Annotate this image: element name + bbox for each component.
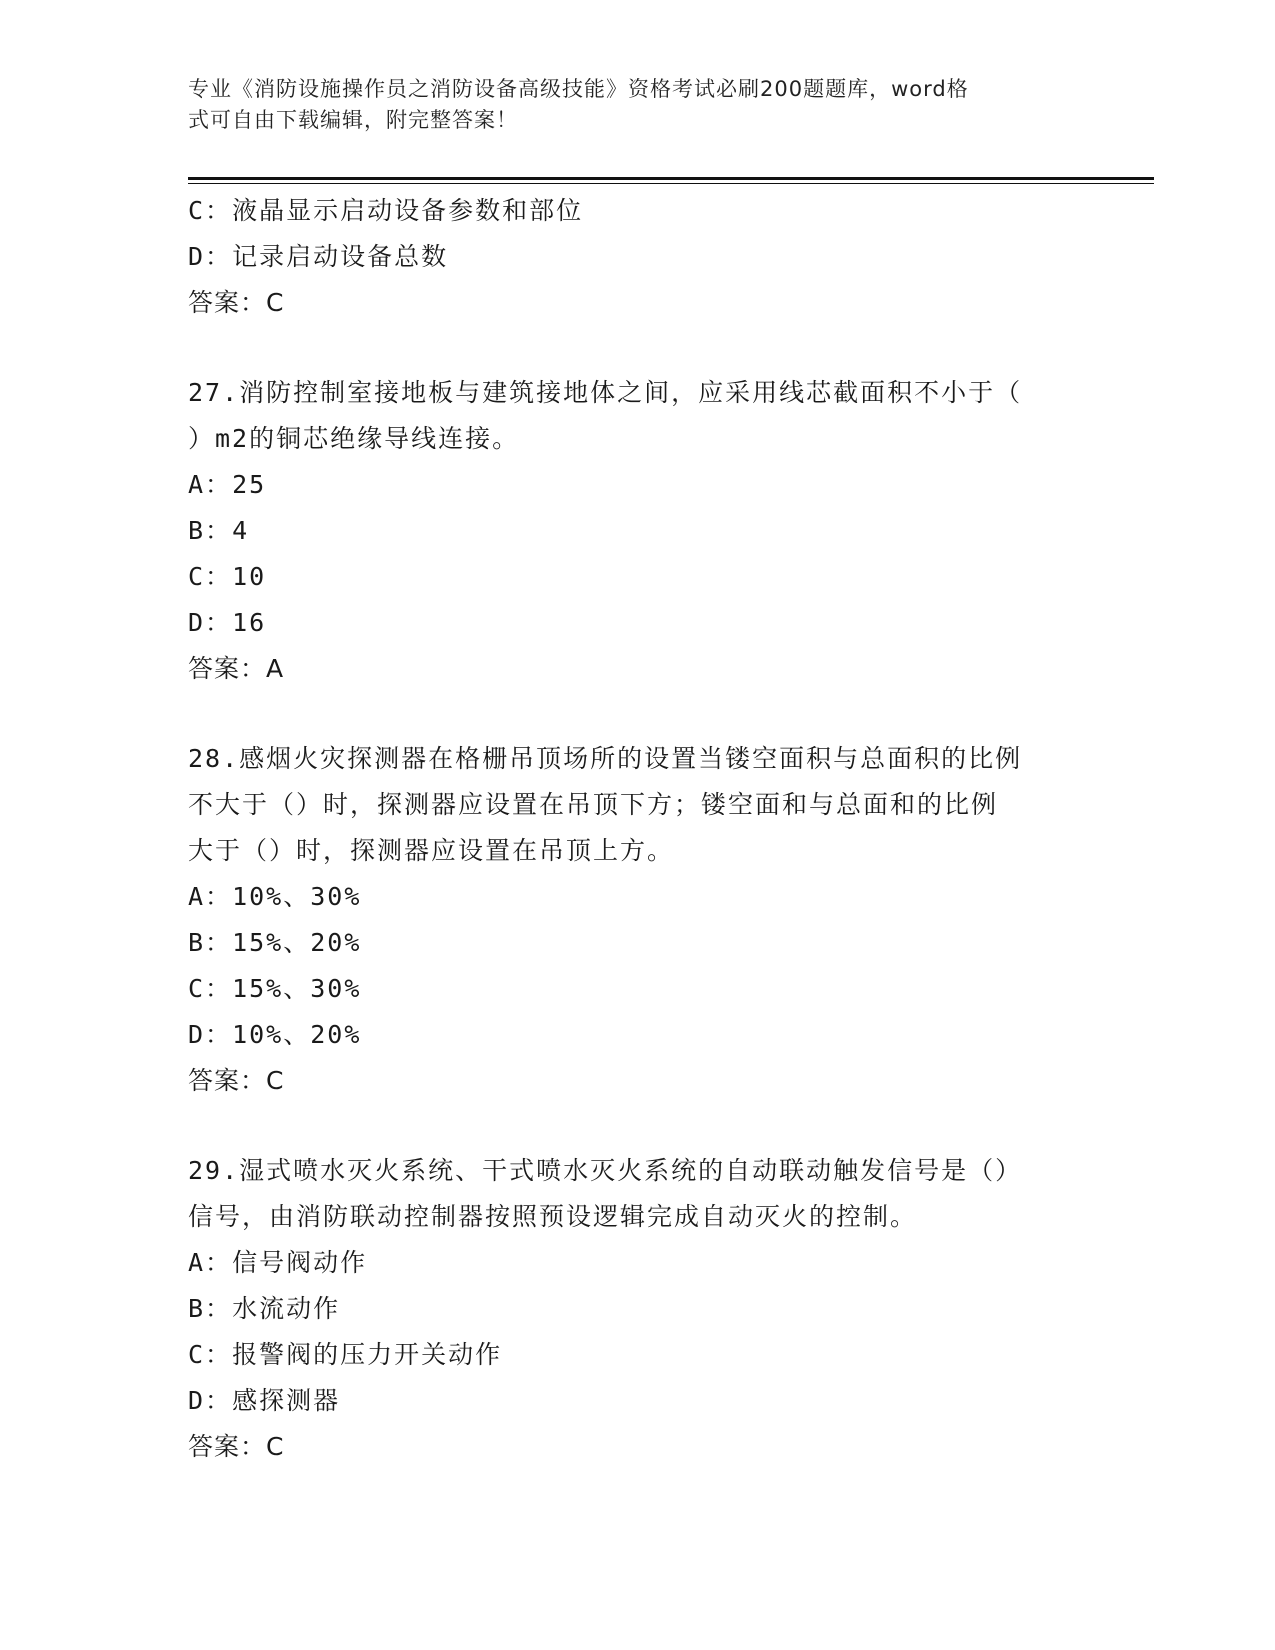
answer-value: C bbox=[266, 1066, 285, 1095]
option-d bbox=[188, 234, 1068, 280]
option-c bbox=[188, 554, 1068, 600]
answer-label: 答案： bbox=[188, 1066, 267, 1095]
answer-line bbox=[188, 280, 1068, 326]
option-text: 10 bbox=[232, 562, 267, 591]
option-text: 15%、30% bbox=[232, 974, 362, 1003]
header-rule-thick bbox=[188, 177, 1154, 180]
question-stem-line: ）m2的铜芯绝缘导线连接。 bbox=[188, 424, 520, 453]
answer-line bbox=[188, 1058, 1068, 1104]
question-stem-line: 29.湿式喷水灭火系统、干式喷水灭火系统的自动联动触发信号是（） bbox=[188, 1156, 1023, 1185]
answer-value: C bbox=[266, 288, 285, 317]
option-a bbox=[188, 1240, 1068, 1286]
option-c bbox=[188, 1332, 1068, 1378]
option-text: 信号阀动作 bbox=[232, 1248, 368, 1277]
question-stem-line: 不大于（）时，探测器应设置在吊顶下方；镂空面和与总面和的比例 bbox=[188, 790, 999, 819]
option-text: 4 bbox=[232, 516, 250, 545]
option-label: D： bbox=[188, 1386, 233, 1415]
option-text: 感探测器 bbox=[232, 1386, 341, 1415]
answer-label: 答案： bbox=[188, 1432, 267, 1461]
option-c bbox=[188, 188, 1068, 234]
header-rule-thin bbox=[188, 183, 1154, 184]
option-c bbox=[188, 966, 1068, 1012]
question-29 bbox=[188, 1148, 1068, 1470]
answer-label: 答案： bbox=[188, 288, 267, 317]
question-27 bbox=[188, 370, 1068, 692]
option-text: 10%、20% bbox=[232, 1020, 362, 1049]
answer-label: 答案： bbox=[188, 654, 267, 683]
option-a bbox=[188, 874, 1068, 920]
option-a bbox=[188, 462, 1068, 508]
option-text: 水流动作 bbox=[232, 1294, 341, 1323]
option-text: 报警阀的压力开关动作 bbox=[232, 1340, 503, 1369]
question-list bbox=[188, 188, 1068, 1470]
question-stem-line: 27.消防控制室接地板与建筑接地体之间，应采用线芯截面积不小于（ bbox=[188, 378, 1023, 407]
question-28 bbox=[188, 736, 1068, 1104]
option-b bbox=[188, 1286, 1068, 1332]
option-b bbox=[188, 508, 1068, 554]
option-label: C： bbox=[188, 562, 233, 591]
option-d bbox=[188, 600, 1068, 646]
option-label: A： bbox=[188, 470, 233, 499]
question-stem-line: 信号，由消防联动控制器按照预设逻辑完成自动灭火的控制。 bbox=[188, 1202, 918, 1231]
option-text: 记录启动设备总数 bbox=[232, 242, 449, 271]
question-stem-line: 大于（）时，探测器应设置在吊顶上方。 bbox=[188, 836, 675, 865]
option-label: C： bbox=[188, 1340, 233, 1369]
answer-value: A bbox=[266, 654, 285, 683]
option-label: C： bbox=[188, 974, 233, 1003]
option-label: A： bbox=[188, 1248, 233, 1277]
option-b bbox=[188, 920, 1068, 966]
option-label: B： bbox=[188, 928, 233, 957]
question-stem-line: 28.感烟火灾探测器在格栅吊顶场所的设置当镂空面积与总面积的比例 bbox=[188, 744, 1023, 773]
option-label: A： bbox=[188, 882, 233, 911]
option-label: D： bbox=[188, 242, 233, 271]
option-text: 15%、20% bbox=[232, 928, 362, 957]
option-label: B： bbox=[188, 516, 233, 545]
question-26-tail bbox=[188, 188, 1068, 326]
option-label: D： bbox=[188, 1020, 233, 1049]
option-label: D： bbox=[188, 608, 233, 637]
header-line-1: 专业《消防设施操作员之消防设备高级技能》资格考试必刷200题题库，word格 bbox=[188, 77, 969, 101]
option-d bbox=[188, 1378, 1068, 1424]
option-d bbox=[188, 1012, 1068, 1058]
option-text: 10%、30% bbox=[232, 882, 362, 911]
header-line-2: 式可自由下载编辑，附完整答案！ bbox=[188, 108, 518, 132]
option-text: 16 bbox=[232, 608, 267, 637]
document-header bbox=[188, 74, 1068, 136]
answer-line bbox=[188, 1424, 1068, 1470]
option-label: C： bbox=[188, 196, 233, 225]
answer-value: C bbox=[266, 1432, 285, 1461]
option-label: B： bbox=[188, 1294, 233, 1323]
answer-line bbox=[188, 646, 1068, 692]
option-text: 液晶显示启动设备参数和部位 bbox=[232, 196, 584, 225]
option-text: 25 bbox=[232, 470, 267, 499]
